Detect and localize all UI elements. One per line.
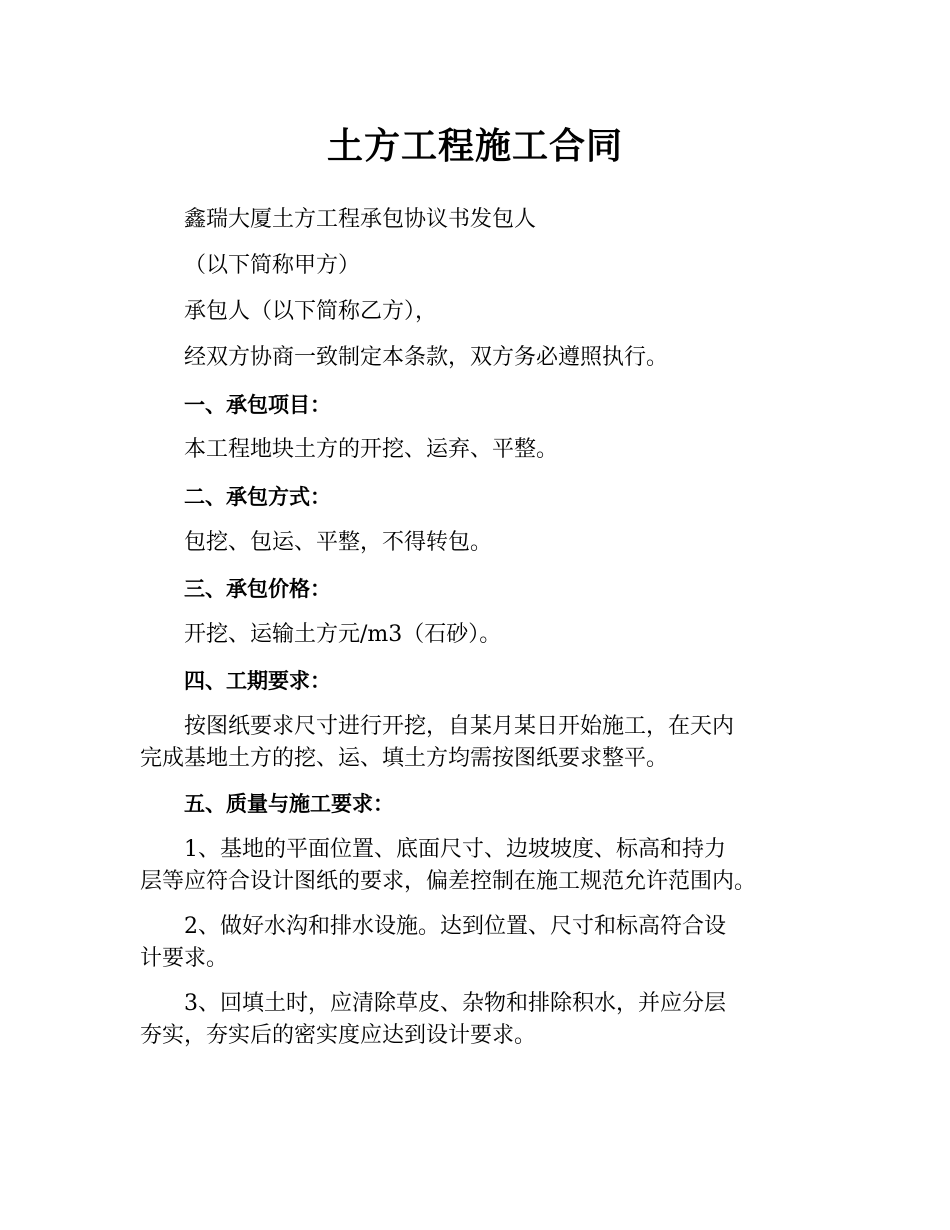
party-a-abbrev: （以下简称甲方） [184, 253, 361, 278]
clause-2-line-1: 2、做好水沟和排水设施。达到位置、尺寸和标高符合设 [184, 914, 726, 939]
clause-3-line-1: 3、回填土时，应清除草皮、杂物和排除积水，并应分层 [184, 991, 726, 1016]
section-body-3: 开挖、运输土方元/m3（石砂）。 [184, 622, 502, 647]
section-body-4-line-1: 按图纸要求尺寸进行开挖，自某月某日开始施工，在天内 [184, 714, 735, 739]
party-b-line: 承包人（以下简称乙方）， [184, 299, 438, 324]
clause-2-line-2: 计要求。 [140, 946, 229, 971]
section-heading-5: 五、质量与施工要求： [184, 792, 394, 816]
section-body-4-line-2: 完成基地土方的挖、运、填土方均需按图纸要求整平。 [140, 746, 669, 771]
document-title: 土方工程施工合同 [326, 126, 623, 167]
clause-1-line-1: 1、基地的平面位置、底面尺寸、边坡坡度、标高和持力 [184, 837, 726, 862]
section-body-1: 本工程地块土方的开挖、运弃、平整。 [184, 437, 559, 462]
section-heading-3: 三、承包价格： [184, 577, 331, 601]
section-heading-4: 四、工期要求： [184, 669, 331, 693]
clause-3-line-2: 夯实，夯实后的密实度应达到设计要求。 [140, 1023, 537, 1048]
preamble: 经双方协商一致制定本条款，双方务必遵照执行。 [184, 345, 669, 370]
section-heading-2: 二、承包方式： [184, 485, 331, 509]
clause-1-line-2: 层等应符合设计图纸的要求，偏差控制在施工规范允许范围内。 [140, 869, 757, 894]
party-a-line: 鑫瑞大厦土方工程承包协议书发包人 [184, 207, 537, 232]
section-body-2: 包挖、包运、平整，不得转包。 [184, 530, 493, 555]
section-heading-1: 一、承包项目： [184, 393, 331, 417]
